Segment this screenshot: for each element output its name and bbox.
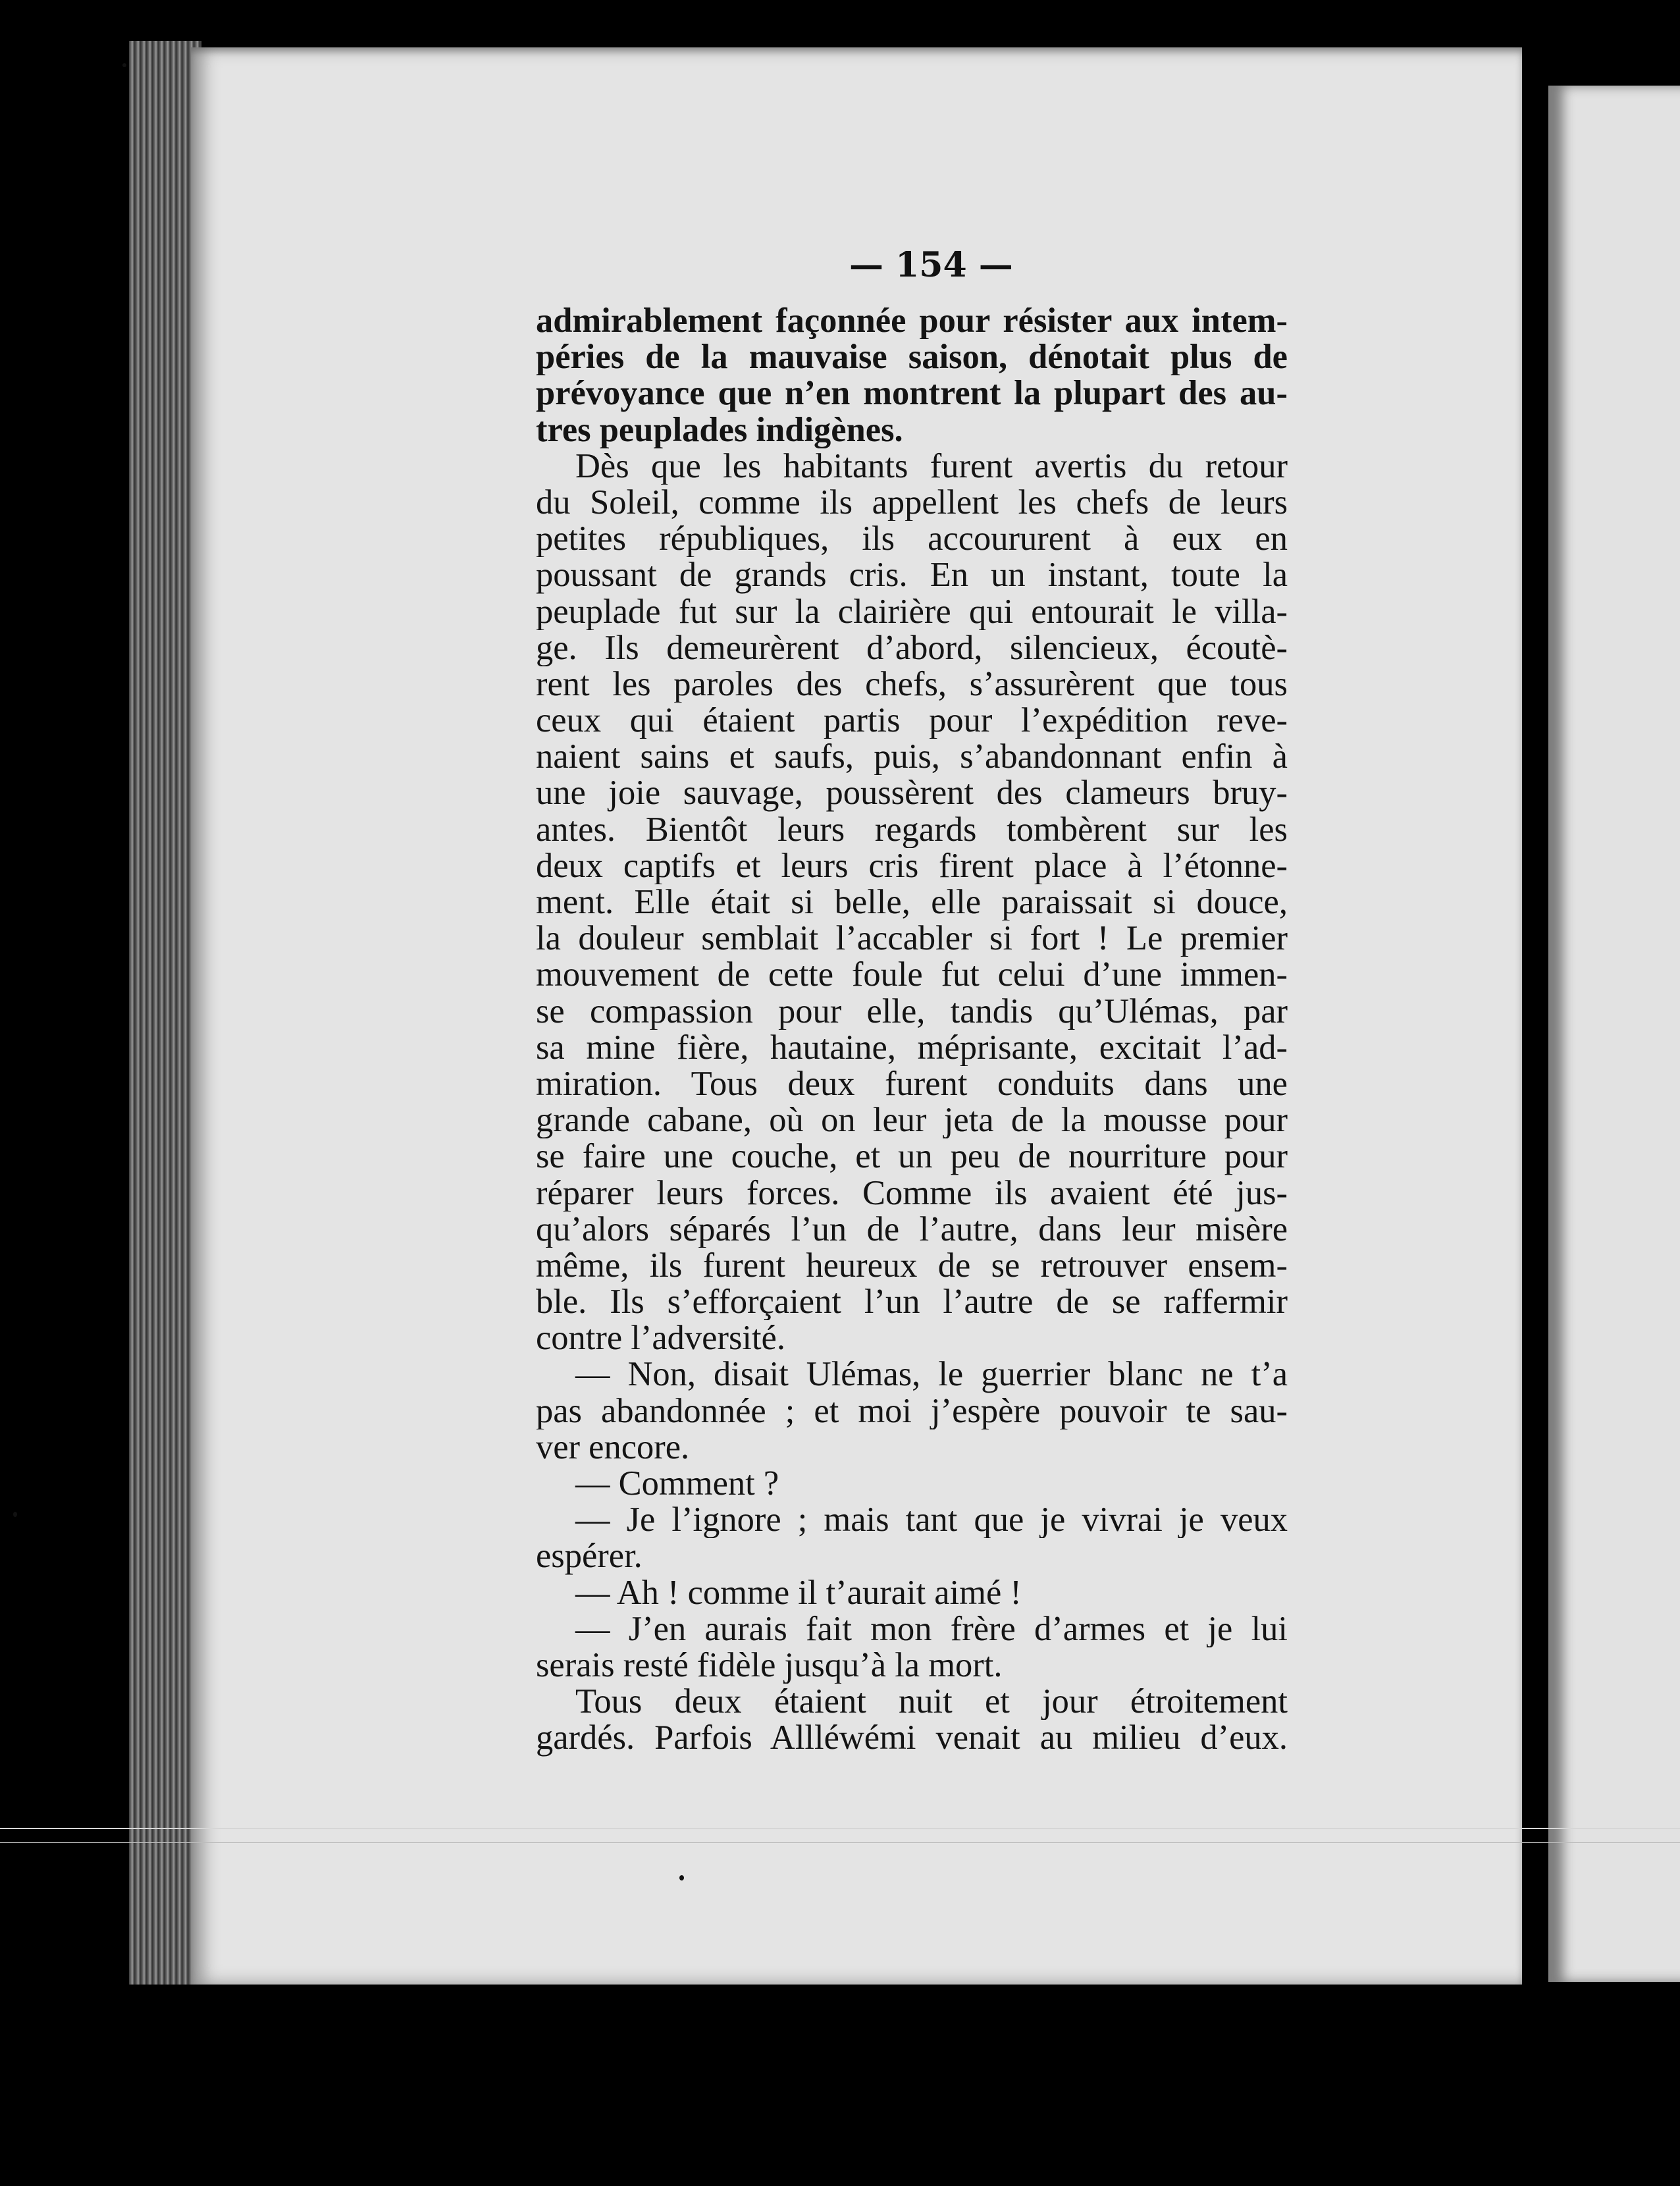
text-line: — Non, disait Ulémas, le guerrier blanc ne t’a xyxy=(575,1356,1288,1393)
ink-speck xyxy=(13,1512,17,1517)
text-line: pas abandonnée ; et moi j’espère pouvoir te sau- xyxy=(536,1393,1288,1429)
text-line: se compassion pour elle, tandis qu’Ulémas, par xyxy=(536,993,1288,1030)
text-line: péries de la mauvaise saison, dénotait plus de xyxy=(536,339,1288,376)
text-line: prévoyance que n’en montrent la plupart des au- xyxy=(536,375,1288,412)
text-line: poussant de grands cris. En un instant, toute la xyxy=(536,557,1288,594)
text-line: mouvement de cette foule fut celui d’une immen- xyxy=(536,957,1288,994)
text-line: espérer. xyxy=(536,1538,643,1575)
text-line: ver encore. xyxy=(536,1429,690,1466)
text-line: même, ils furent heureux de se retrouver ensem- xyxy=(536,1247,1288,1285)
text-line: contre l’adversité. xyxy=(536,1320,785,1357)
text-line: une joie sauvage, poussèrent des clameurs bruy- xyxy=(536,775,1288,812)
text-line: petites républiques, ils accoururent à eux en xyxy=(536,521,1288,558)
text-line: du Soleil, comme ils appellent les chefs de leurs xyxy=(536,484,1288,521)
text-line: la douleur semblait l’accabler si fort ! Le premier xyxy=(536,920,1288,957)
text-line: sa mine fière, hautaine, méprisante, excitait l’ad- xyxy=(536,1029,1288,1066)
text-line: serais resté fidèle jusqu’à la mort. xyxy=(536,1647,1003,1684)
text-line: tres peuplades indigènes. xyxy=(536,412,903,448)
text-line: ge. Ils demeurèrent d’abord, silencieux, écoutè- xyxy=(536,629,1288,666)
text-line: — Comment ? xyxy=(575,1466,779,1503)
text-line: Dès que les habitants furent avertis du retour xyxy=(575,448,1288,485)
text-line: ment. Elle était si belle, elle paraissait si douce, xyxy=(536,884,1288,921)
text-line: miration. Tous deux furent conduits dans une xyxy=(536,1065,1288,1103)
scan-artifact-line xyxy=(0,1842,1680,1843)
facing-page-edge xyxy=(1548,86,1680,1982)
text-line: deux captifs et leurs cris firent place à l’étonne- xyxy=(536,847,1288,884)
text-line: peuplade fut sur la clairière qui entourait le villa- xyxy=(536,593,1288,630)
ink-speck xyxy=(122,63,126,67)
text-line: admirablement façonnée pour résister aux intem- xyxy=(536,303,1288,340)
text-line: antes. Bientôt leurs regards tombèrent sur les xyxy=(536,811,1288,848)
text-line: gardés. Parfois Allléwémi venait au milieu d’eux. xyxy=(536,1720,1288,1757)
text-line: naient sains et saufs, puis, s’abandonnant enfin à xyxy=(536,739,1288,776)
body-text xyxy=(536,303,1288,1757)
ink-speck xyxy=(679,1875,684,1880)
text-line: qu’alors séparés l’un de l’autre, dans leur misère xyxy=(536,1211,1288,1248)
text-line: rent les paroles des chefs, s’assurèrent que tous xyxy=(536,666,1288,703)
text-line: — Ah ! comme il t’aurait aimé ! xyxy=(575,1574,1022,1611)
text-line: Tous deux étaient nuit et jour étroitement xyxy=(575,1684,1288,1720)
text-line: — J’en aurais fait mon frère d’armes et je lui xyxy=(575,1611,1288,1647)
text-line: ble. Ils s’efforçaient l’un l’autre de se raffermir xyxy=(536,1284,1288,1321)
page-number: — 154 — xyxy=(849,245,1013,285)
scan-artifact-line xyxy=(0,1828,1680,1829)
text-line: grande cabane, où on leur jeta de la mousse pour xyxy=(536,1102,1288,1139)
text-line: ceux qui étaient partis pour l’expédition reve- xyxy=(536,703,1288,739)
text-line: — Je l’ignore ; mais tant que je vivrai je veux xyxy=(575,1502,1288,1539)
text-line: réparer leurs forces. Comme ils avaient été jus- xyxy=(536,1175,1288,1212)
text-line: se faire une couche, et un peu de nourriture pour xyxy=(536,1138,1288,1175)
